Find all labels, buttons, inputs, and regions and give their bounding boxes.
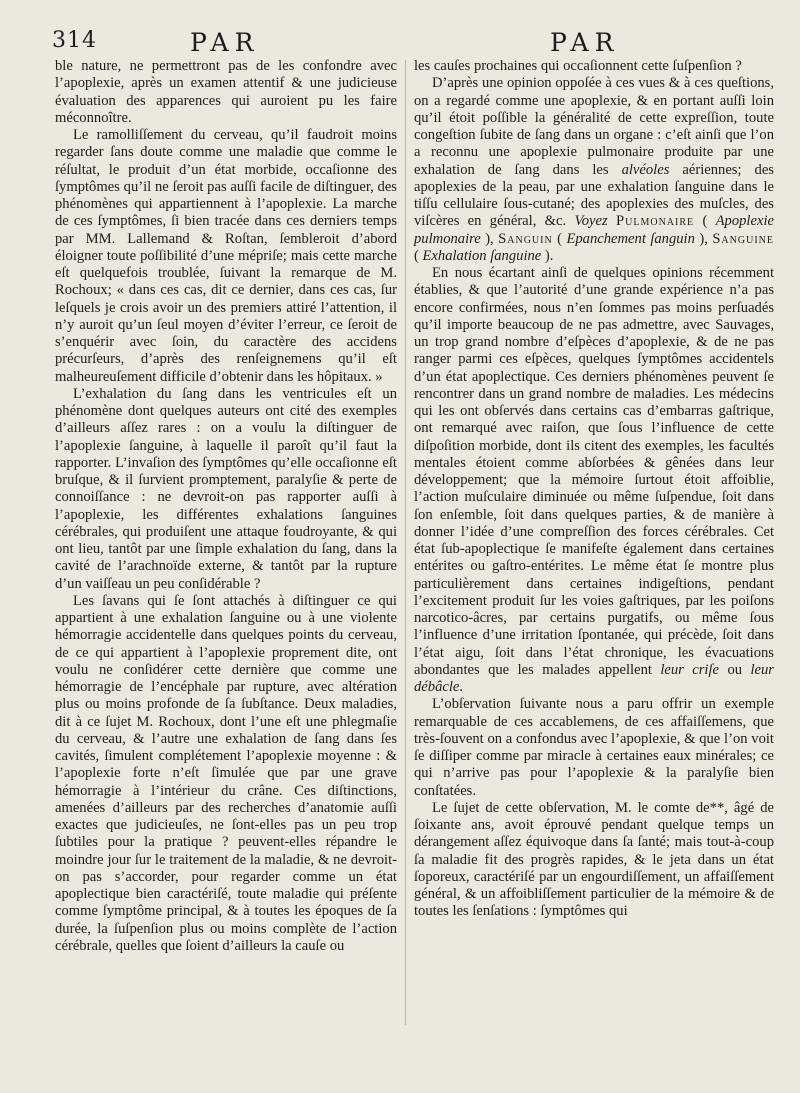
page-header (40, 22, 770, 58)
right-p3-italic-crise: leur criſe (660, 661, 720, 678)
right-paragraph-1: les cauſes prochaines qui occaſionnent cette ſuſpenſion ? (414, 58, 742, 74)
right-paragraph-2: D’après une opinion oppoſée à ces vues & à ces queſtions, on a regardé comme une apoplexie, & en portant auſſi loin qu’il étoit poſſible la généralité de cette expreſſion, toute congeſtion ſubite de ſang dans un organe : c’eſt ainſi que l’on a reconnu une apoplexie pulmonaire produite par une exhalation de ſang dans les alvéoles aériennes; des apoplexies de la peau, par une exhalation ſanguine dans le tiſſu cellulaire ſous-cutané; des apoplexies des muſcles, des viſcères en général, &c. Voyez Pulmonaire ( Apoplexie pulmonaire ), Sanguin ( Epanchement ſanguin ), Sanguine ( Exhalation ſanguine ). (414, 75, 774, 264)
cross-ref-sanguin: Sanguin (498, 230, 553, 247)
column-divider (405, 60, 406, 1025)
right-p3-italic-debacle: leur débâcle (414, 661, 774, 695)
cross-ref-pulmonaire: Pulmonaire (616, 213, 695, 230)
cross-ref-sanguin-title: Epanchement ſanguin (566, 230, 695, 247)
running-head-right: PAR (550, 28, 620, 57)
right-p2-italic-alveoles: alvéoles (621, 161, 670, 178)
left-column (55, 58, 397, 955)
page-number: 314 (52, 28, 97, 53)
running-head-left: PAR (190, 28, 260, 57)
right-paragraph-3: En nous écartant ainſi de quelques opinions récemment établies, & que l’autorité d’une grande expérience n’a pas encore confirmées, nous n’en ſommes pas moins perſuadés qu’il importe beaucoup de ne pas admettre, avec Sauvages, un trop grand nombre d’eſpèces d’apoplexie, & de ne pas ranger parmi ces eſpèces, quelques ſymptômes accidentels d’un état apoplectique. Ces derniers phénomènes peuvent ſe rencontrer dans un grand nombre de maladies. Les médecins qui les ont obſervés dans certains cas d’embarras gaſtrique, ont remarqué avec raiſon, que ſous l’influence de cette diſpoſition morbide, dont ils citent des exemples, les facultés mentales étoient comme abſorbées & gênées dans leur développement; que la mémoire ſurtout étoit affoiblie, l’action muſculaire diminuée ou même ſuſpendue, ſoit dans ſon enſemble, ſoit dans quelques parties, & de manière à donner l’idée d’une compreſſion des forces cérébrales. Cet état ſub-apoplectique ſe manifeſte également dans certaines entérites ou gaſtro-entérites. Le même état ſe montre plus particulièrement dans certaines indigeſtions, pendant l’excitement produit ſur les voies gaſtriques, par les poiſons narcotico-âcres, par certains purgatifs, ou même ſous l’influence d’une irritation ſpontanée, qui précède, ſoit dans l’état aigu, ſoit dans l’état chronique, les évacuations abondantes que les malades appellent leur criſe ou leur débâcle. (414, 265, 774, 695)
left-paragraph-2: Le ramolliſſement du cerveau, qu’il faudroit moins regarder ſans doute comme une maladie que comme le réſultat, le produit d’un état morbide, occaſionne des ſymptômes qu’il ne ſeroit pas auſſi facile de diſtinguer, des phénomènes qui appartiennent à l’apoplexie. La marche de ces ſymptômes, ſi bien tracée dans ces derniers temps par MM. Lallemand & Roſtan, ſembleroit d’abord éloigner toute poſſibilité d’une mépriſe; mais cette marche eſt quelquefois troublée, ſuivant la remarque de M. Rochoux; « dans ces cas, dit ce dernier, dans ces cas, ſur leſquels je crois avoir un des premiers attiré l’attention, il n’y auroit qu’un ſeul moyen d’éviter l’erreur, ce ſeroit de s’enquérir avec ſoin, du caractère des accidens précurſeurs, d’après des renſeignemens qu’il eſt malheureuſement difficile d’obtenir dans les hôpitaux. » (55, 127, 397, 385)
cross-ref-sanguine: Sanguine (712, 230, 774, 247)
right-column (414, 58, 774, 921)
left-paragraph-3: L’exhalation du ſang dans les ventricules eſt un phénomène dont quelques auteurs ont cité des exemples d’ailleurs aſſez rares : on a voulu la diſtinguer de l’apoplexie ſanguine, à laquelle il paroît qu’il faut la rapporter. L’invaſion des ſymptômes qu’elle occaſionne eſt bruſque, & il ſurvient promptement, paralyſie & perte de connoiſſance : ne devroit-on pas rapporter auſſi à l’apoplexie, les différentes exhalations ſanguines cérébrales, qui produiſent une attaque foudroyante, & qui ont lieu, tantôt par une ſimple exhalation du ſang, dans la cavité de l’arachnoïde externe, & tantôt par la rupture d’un vaiſſeau un peu conſidérable ? (55, 385, 397, 592)
right-p3-text: En nous écartant ainſi de quelques opinions récemment établies, & que l’autorité d’une grande expérience n’a pas encore confirmées, nous n’en ſommes pas moins perſuadés qu’il importe beaucoup de ne pas admettre, avec Sauvages, un trop grand nombre d’eſpèces d’apoplexie, & de ne pas ranger parmi ces eſpèces, quelques ſymptômes accidentels d’un état apoplectique. Ces derniers phénomènes peuvent ſe rencontrer dans un grand nombre de maladies. Les médecins qui les ont obſervés dans certains cas d’embarras gaſtrique, ont remarqué avec raiſon, que ſous l’influence de cette diſpoſition morbide, dont ils citent des exemples, les facultés mentales étoient comme abſorbées & gênées dans leur développement; que la mémoire ſurtout étoit affoiblie, l’action muſculaire diminuée ou même ſuſpendue, ſoit dans ſon enſemble, ſoit dans quelques parties, & de manière à donner l’idée d’une compreſſion des forces cérébrales. Cet état ſub-apoplectique ſe manifeſte également dans certaines entérites ou gaſtro-entérites. Le même état ſe montre plus particulièrement dans certaines indigeſtions, pendant l’excitement produit ſur les voies gaſtriques, par les poiſons narcotico-âcres, par certains purgatifs, ou même ſous l’influence d’une irritation ſpontanée, qui précède, ſoit dans l’état aigu, ſoit dans l’état chronique, les évacuations abondantes que les malades appellent (414, 265, 774, 678)
cross-ref-sanguine-title: Exhalation ſanguine (422, 247, 542, 264)
voyez-label: Voyez (574, 213, 608, 230)
right-p2-text-b: aériennes; des apoplexies de la peau, par une exhalation ſanguine dans le tiſſu cellulaire ſous-cutané; des apoplexies des muſcles, des viſcères en général, &c. (414, 161, 774, 230)
cross-ref-pulmonaire-title: Apoplexie pulmonaire (414, 213, 774, 247)
right-paragraph-5: Le ſujet de cette obſervation, M. le comte de**, âgé de ſoixante ans, avoit éprouvé pendant quelque temps un dérangement aſſez équivoque dans ſa ſanté; mais tout-à-coup ſa maladie fit des progrès rapides, & le jeta dans un état ſoporeux, caractériſé par un engourdiſſement, un affaiſſement général, & un affoibliſſement particulier de la mémoire & de toutes les ſenſations : ſymptômes qui (414, 799, 774, 920)
left-paragraph-4: Les ſavans qui ſe ſont attachés à diſtinguer ce qui appartient à une exhalation ſanguine ou à une violente hémorragie accidentelle dans quelques points du cerveau, de ce qui appartient à l’apoplexie proprement dite, ont voulu ne conſidérer cette dernière que comme une hémorragie de l’encéphale par rupture, avec altération plus ou moins profonde de ſa ſubſtance. Deux maladies, dit à ce ſujet M. Rochoux, dont l’une eſt une phlegmaſie du cerveau, & l’autre une exhalation de ſang dans ſes cavités, ſimulent complétement l’apoplexie moyenne : & l’apoplexie forte n’eſt ſimulée que par une grave hémorragie à l’intérieur du crâne. Ces diſtinctions, amenées d’ailleurs par des recherches d’anatomie auſſi exactes que judicieuſes, ne ſont-elles pas un peu trop ſubtiles pour la pratique ? peuvent-elles répandre le moindre jour ſur le traitement de la maladie, & ne devroit-on pas s’accorder, pour regarder comme un état apoplectique bien caractériſé, toute maladie qui préſente comme ſymptôme principal, & à toutes les époques de ſa durée, la ſuſpenſion plus ou moins complète de l’action cérébrale, quelles que ſoient d’ailleurs la cauſe ou (55, 592, 397, 954)
right-paragraph-4: L’obſervation ſuivante nous a paru offrir un exemple remarquable de ces accablemens, de ces affaiſſemens, que très-ſouvent on a confondus avec l’apoplexie, & que l’on voit ſe diſſiper comme par miracle à certaines eaux minérales; ce qui n’arrive pas pour l’apoplexie & la paralyſie bien conſtatées. (414, 696, 774, 799)
right-p3-or: ou (727, 661, 743, 678)
left-paragraph-1: ble nature, ne permettront pas de les confondre avec l’apoplexie, après un examen attentif & une judicieuse évaluation des apparences qui auroient pu les faire méconnoître. (55, 58, 397, 126)
right-p2-text-a: D’après une opinion oppoſée à ces vues & à ces queſtions, on a regardé comme une apoplexie, & en portant auſſi loin qu’il étoit poſſible la généralité de cette expreſſion, toute congeſtion ſubite de ſang dans un organe : c’eſt ainſi que l’on a reconnu une apoplexie pulmonaire produite par une exhalation de ſang dans les (414, 75, 774, 178)
